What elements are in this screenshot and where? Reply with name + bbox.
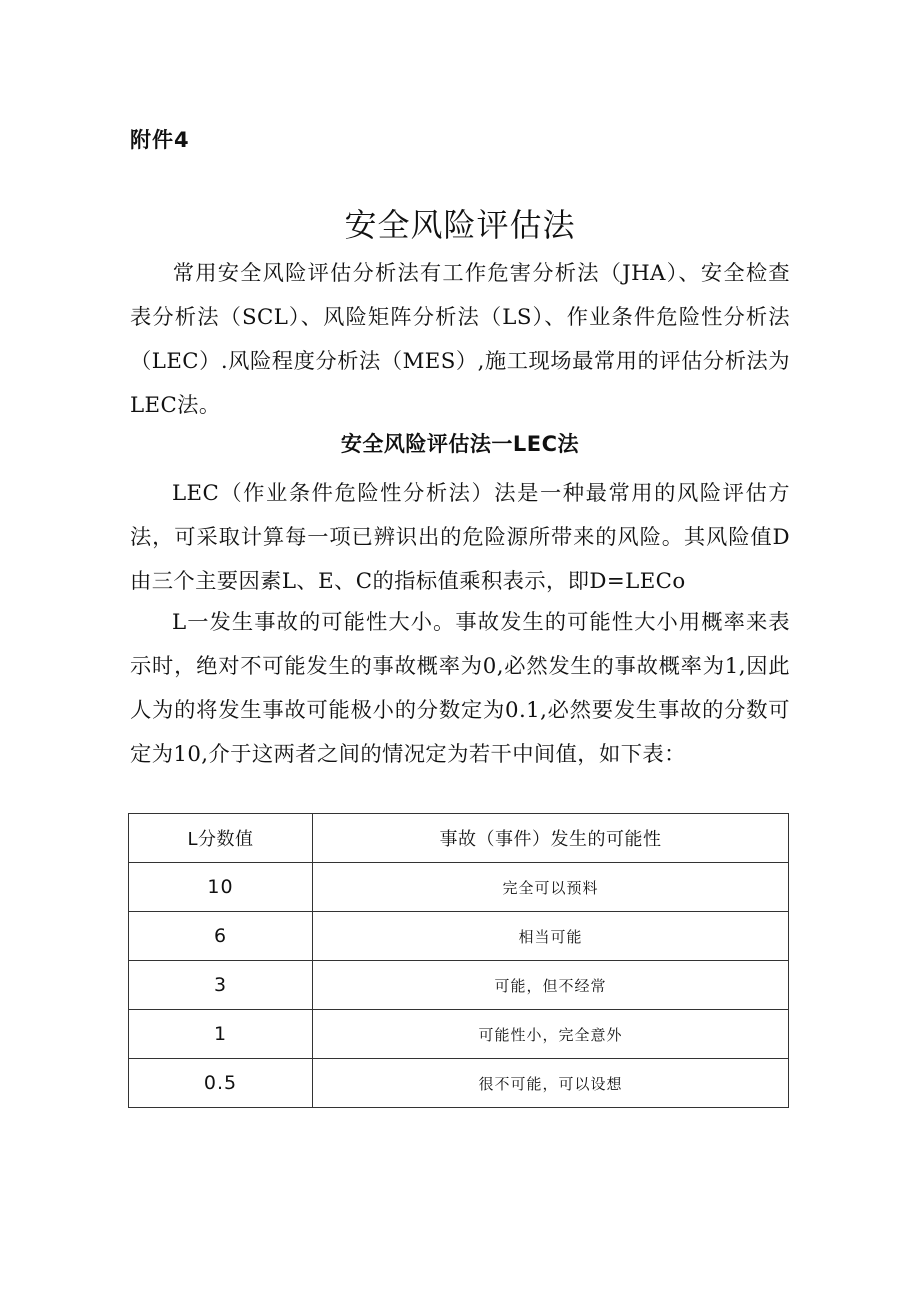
section-title: 安全风险评估法一LEC法 xyxy=(340,432,580,456)
score-cell: 3 xyxy=(129,961,313,1010)
page-title: 安全风险评估法 xyxy=(344,206,576,244)
table-row xyxy=(129,1010,789,1059)
table-header-row xyxy=(129,814,789,863)
score-cell: 6 xyxy=(129,912,313,961)
score-cell: 10 xyxy=(129,863,313,912)
l-paragraph xyxy=(130,601,790,777)
description-cell: 完全可以预料 xyxy=(313,863,789,912)
table-header-score: L分数值 xyxy=(129,814,313,863)
intro-paragraph xyxy=(130,252,790,428)
table-header-possibility: 事故（事件）发生的可能性 xyxy=(313,814,789,863)
l-score-table xyxy=(128,813,789,1108)
l-paragraph-text: L一发生事故的可能性大小。事故发生的可能性大小用概率来表示时，绝对不可能发生的事故概率为0,必然发生的事故概率为1,因此人为的将发生事故可能极小的分数定为0.1,必然要发生事故的分数可定为10,介于这两者之间的情况定为若干中间值，如下表： xyxy=(130,610,790,767)
table-row xyxy=(129,961,789,1010)
table-row xyxy=(129,912,789,961)
table-row xyxy=(129,863,789,912)
description-cell: 相当可能 xyxy=(313,912,789,961)
lec-paragraph xyxy=(130,472,790,604)
table-row xyxy=(129,1059,789,1108)
description-cell: 很不可能，可以设想 xyxy=(313,1059,789,1108)
score-cell: 0.5 xyxy=(129,1059,313,1108)
score-cell: 1 xyxy=(129,1010,313,1059)
description-cell: 可能，但不经常 xyxy=(313,961,789,1010)
description-cell: 可能性小，完全意外 xyxy=(313,1010,789,1059)
intro-paragraph-text: 常用安全风险评估分析法有工作危害分析法（JHA）、安全检查表分析法（SCL）、风险矩阵分析法（LS）、作业条件危险性分析法（LEC）.风险程度分析法（MES）,施工现场最常用的评估分析法为LEC法。 xyxy=(130,261,790,418)
lec-paragraph-text: LEC（作业条件危险性分析法）法是一种最常用的风险评估方法，可采取计算每一项已辨识出的危险源所带来的风险。其风险值D由三个主要因素L、E、C的指标值乘积表示，即D=LECo xyxy=(130,481,790,594)
attachment-label: 附件4 xyxy=(130,128,190,152)
